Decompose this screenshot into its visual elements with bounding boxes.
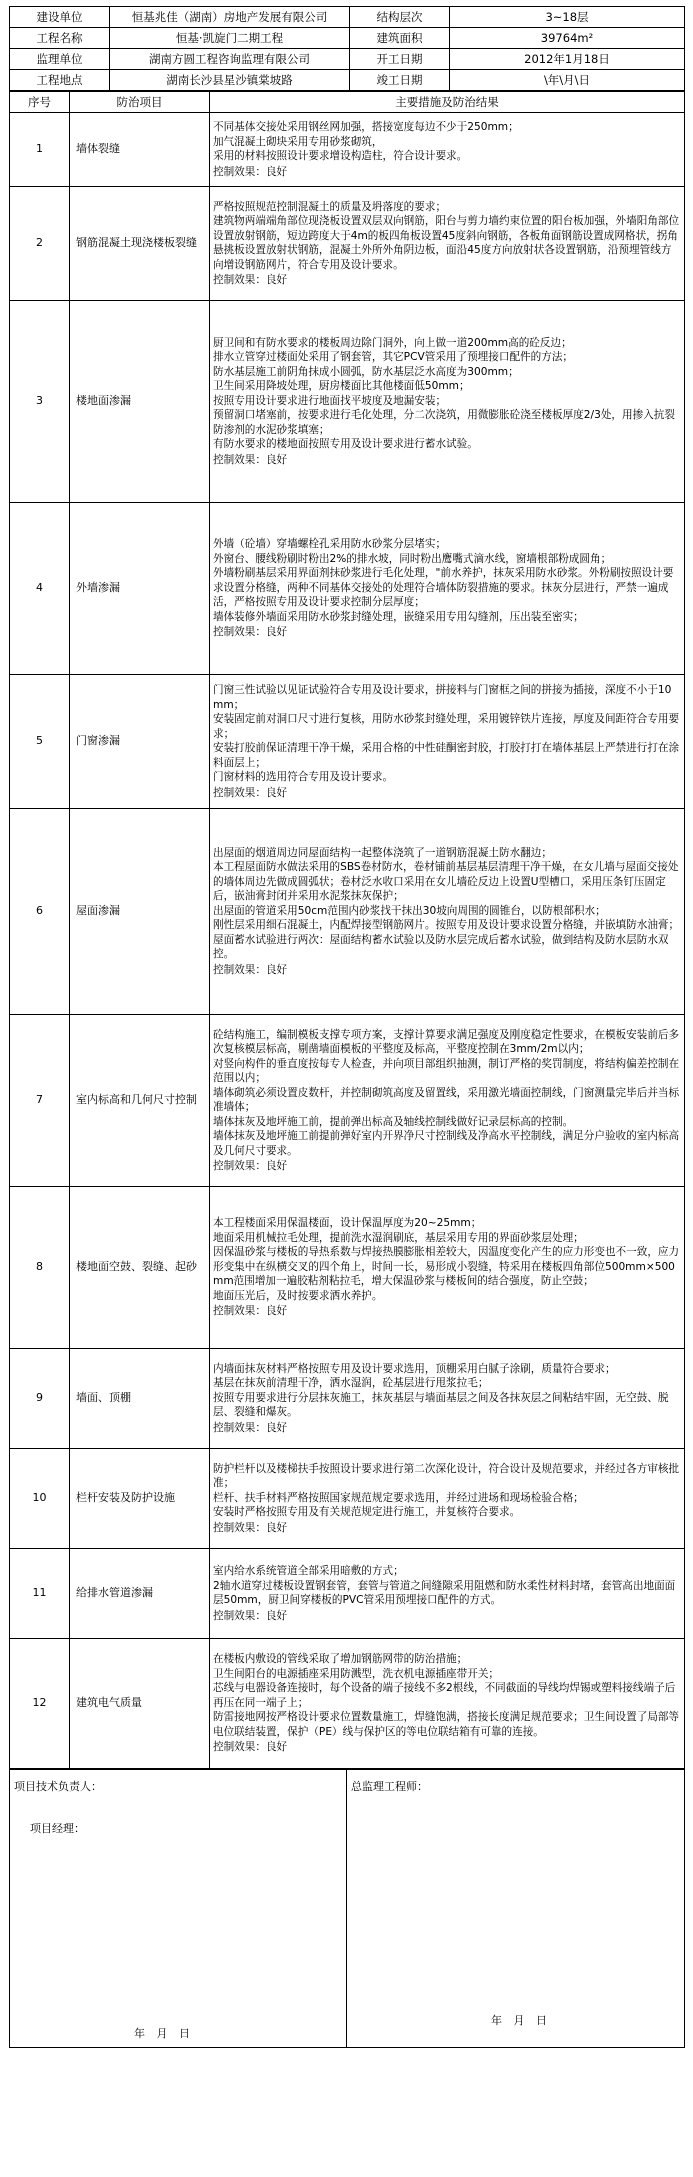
- row-measures: [210, 1639, 685, 1769]
- row-number: 8: [10, 1187, 70, 1349]
- measure-line: 本工程屋面防水做法采用的SBS卷材防水，卷材铺前基层基层清理干净干燥，在女儿墙与屋面交接处的墙体周边先做成圆弧状；卷材泛水收口采用在女儿墙砼反边上设置U型槽口，采用压条钉压固定后，嵌油膏封闭并采用水泥浆抹灰保护；: [213, 861, 679, 903]
- table-row: [10, 1549, 685, 1639]
- measure-line: 安装打胶前保证清理干净干燥，采用合格的中性硅酮密封胶，打胶打打在墙体基层上严禁进行打在涂料面层上；: [213, 742, 680, 769]
- row-item: 给排水管道渗漏: [70, 1549, 210, 1639]
- measure-line: 基层在抹灰前清理干净，洒水湿润，砼基层进行甩浆拉毛；: [213, 1377, 489, 1390]
- row-measures: [210, 1349, 685, 1449]
- row-measures: [210, 675, 685, 809]
- measure-line: 地面采用机械拉毛处理，提前洗水湿润刷底，基层采用专用的界面砂浆层处理；: [213, 1231, 584, 1244]
- control-effect: 控制效果：良好: [213, 1421, 288, 1434]
- measure-line: 墙体抹灰及地坪施工前，提前弹出标高及轴线控制线做好记录层标高的控制。: [213, 1115, 574, 1128]
- measure-line: 卫生间阳台的电源插座采用防溅型，洗衣机电源插座带开关；: [213, 1667, 500, 1680]
- area-label: 建筑面积: [350, 28, 450, 49]
- row-measures: [210, 1015, 685, 1187]
- supervise-label: 监理单位: [10, 49, 110, 70]
- project-value: 恒基·凯旋门二期工程: [110, 28, 350, 49]
- location-label: 工程地点: [10, 70, 110, 91]
- measure-line: 砼结构施工，编制模板支撑专项方案，支撑计算要求满足强度及刚度稳定性要求，在模板安装前后多次复核模层标高，剔凿墙面模板的平整度及标高，平整度控制在3mm/2m以内；: [213, 1028, 680, 1055]
- measure-line: 严格按照规范控制混凝土的质量及坍落度的要求；: [213, 200, 447, 213]
- measure-line: 加气混凝土砌块采用专用砂浆砌筑，: [213, 135, 383, 148]
- row-measures: [210, 113, 685, 187]
- structure-value: 3~18层: [450, 7, 685, 28]
- signature-table: [9, 1769, 685, 2048]
- contractor-date: 年 月 日: [134, 2026, 194, 2040]
- control-effect: 控制效果：良好: [213, 274, 288, 286]
- measure-line: 出屋面的烟道周边同屋面结构一起整体浇筑了一道钢筋混凝土防水翻边；: [213, 846, 552, 859]
- measure-line: 芯线与电器设备连接时，每个设备的端子接线不多2根线，不同截面的导线均焊锡或塑料接线端子后再压在同一端子上；: [213, 1682, 676, 1709]
- contractor-signature-cell: [10, 1770, 347, 2048]
- column-header-seq: 序号: [10, 92, 70, 113]
- row-item: 楼地面渗漏: [70, 301, 210, 503]
- measure-line: 墙体抹灰及地坪施工前提前弹好室内开界净尺寸控制线及净高水平控制线，满足分户验收的室内标高及几何尺寸要求。: [213, 1130, 680, 1157]
- row-item: 墙面、顶棚: [70, 1349, 210, 1449]
- row-item: 墙体裂缝: [70, 113, 210, 187]
- row-item: 钢筋混凝土现浇楼板裂缝: [70, 187, 210, 301]
- start-value: 2012年1月18日: [450, 49, 685, 70]
- row-item: 楼地面空鼓、裂缝、起砂: [70, 1187, 210, 1349]
- build-unit-label: 建设单位: [10, 7, 110, 28]
- supervisor-date: 年 月 日: [491, 2014, 551, 2028]
- row-number: 2: [10, 187, 70, 301]
- chief-supervisor-label: 总监理工程师：: [351, 1780, 428, 1793]
- row-number: 7: [10, 1015, 70, 1187]
- table-row: [10, 503, 685, 675]
- measure-line: 卫生间采用降坡处理，厨房楼面比其他楼面低50mm；: [213, 380, 470, 393]
- control-effect: 控制效果：良好: [213, 1741, 288, 1754]
- measure-line: 门窗材料的选用符合专用及设计要求。: [213, 771, 394, 783]
- measure-line: 墙体砌筑必须设置皮数杆，并控制砌筑高度及留置线，采用激光墙面控制线，门窗测量完毕后并当标准墙体；: [213, 1086, 680, 1113]
- measure-line: 建筑物两端端角部位现浇板设置双层双向钢筋，阳台与剪力墙约束位置的阳台板加强，外墙阳角部位设置放射钢筋，短边跨度大于4m的板四角板设置45度斜向钢筋，各板角面钢筋设置成网格状，拐角悬挑板设置放射状钢筋，混凝土外所外角阴边板，面沿45度方向放射状各设置钢筋，沿预埋管线方向增设钢筋网片，符合专用及设计要求。: [213, 215, 680, 271]
- control-effect: 控制效果：良好: [213, 1609, 288, 1622]
- end-label: 竣工日期: [350, 70, 450, 91]
- column-header-item: 防治项目: [70, 92, 210, 113]
- measure-line: 栏杆、扶手材料严格按照国家规范规定要求选用，并经过进场和现场检验合格；: [213, 1491, 584, 1504]
- structure-label: 结构层次: [350, 7, 450, 28]
- control-effect: 控制效果：良好: [213, 626, 288, 639]
- measure-line: 外墙（砼墙）穿墙螺栓孔采用防水砂浆分层堵实；: [213, 538, 447, 551]
- row-item: 建筑电气质量: [70, 1639, 210, 1769]
- measure-line: 2轴水道穿过楼板设置钢套管，套管与管道之间缝隙采用阻燃和防水柔性材料封堵，套管高出地面面层50mm，厨卫间穿楼板的PVC管采用预埋接口配件的方式。: [213, 1579, 676, 1606]
- control-effect: 控制效果：良好: [213, 1521, 288, 1534]
- measure-line: 安装固定前对洞口尺寸进行复核，用防水砂浆封缝处理，采用镀锌铁片连接，厚度及间距符合专用要求；: [213, 713, 680, 740]
- measure-line: 厨卫间和有防水要求的楼板周边除门洞外，向上做一道200mm高的砼反边；: [213, 336, 572, 349]
- row-number: 10: [10, 1449, 70, 1549]
- measure-line: 墙体装修外墙面采用防水砂浆封缝处理，嵌缝采用专用勾缝剂，压出装至密实；: [213, 610, 584, 623]
- supervisor-signature-cell: [347, 1770, 685, 2048]
- table-row: [10, 1449, 685, 1549]
- measure-line: 出屋面的管道采用50cm范围内砂浆找干抹出30坡向周围的圆锥台，以防根部积水；: [213, 904, 606, 917]
- end-value: \年\月\日: [450, 70, 685, 91]
- table-row: [10, 187, 685, 301]
- row-measures: [210, 1187, 685, 1349]
- manager-label: 项目经理：: [30, 1822, 85, 1836]
- row-number: 12: [10, 1639, 70, 1769]
- start-label: 开工日期: [350, 49, 450, 70]
- measure-line: 外墙粉刷基层采用界面剂抹砂浆进行毛化处理，"前水养护，抹灰采用防水砂浆。外粉刷按照设计要求设置分格缝，两种不同基体交接处的处理符合墙体防裂措施的要求。抹灰分层进行，严禁一遍成活，严格按照专用及设计要求控制分层厚度；: [213, 567, 674, 609]
- row-number: 3: [10, 301, 70, 503]
- row-measures: [210, 187, 685, 301]
- measure-line: 按照专用要求进行分层抹灰施工，抹灰基层与墙面基层之间及各抹灰层之间粘结牢固，无空鼓、脱层、裂缝和爆灰。: [213, 1391, 669, 1419]
- control-effect: 控制效果：良好: [213, 786, 288, 799]
- row-number: 11: [10, 1549, 70, 1639]
- measure-line: 按照专用设计要求进行地面找平坡度及地漏安装；: [213, 394, 447, 407]
- row-number: 5: [10, 675, 70, 809]
- row-item: 门窗渗漏: [70, 675, 210, 809]
- measure-line: 防水基层施工前阴角抹成小圆弧，防水基层泛水高度为300mm；: [213, 365, 519, 378]
- control-effect: 控制效果：良好: [213, 1160, 288, 1172]
- measure-line: 采用的材料按照设计要求增设构造柱，符合设计要求。: [213, 150, 468, 162]
- measure-line: 室内给水系统管道全部采用暗敷的方式；: [213, 1565, 404, 1577]
- row-item: 屋面渗漏: [70, 809, 210, 1015]
- measure-line: 安装时严格按照专用及有关规范规定进行施工，并复核符合要求。: [213, 1506, 521, 1519]
- measure-line: 防雷接地网按严格设计要求位置数量施工，焊缝饱满，搭接长度满足规范要求；卫生间设置了局部等电位联结装置，保护（PE）线与保护区的等电位联结箱有可靠的连接。: [213, 1711, 680, 1738]
- measure-line: 地面压光后，及时按要求洒水养护。: [213, 1289, 383, 1302]
- measure-line: 在楼板内敷设的管线采取了增加钢筋网带的防治措施；: [213, 1653, 468, 1666]
- quality-control-form: [9, 0, 684, 2048]
- row-number: 1: [10, 113, 70, 187]
- row-measures: [210, 503, 685, 675]
- measure-line: 排水立管穿过楼面处采用了钢套管，其它PCV管采用了预埋接口配件的方法；: [213, 351, 574, 364]
- project-label: 工程名称: [10, 28, 110, 49]
- row-measures: [210, 301, 685, 503]
- measure-line: 有防水要求的楼地面按照专用及设计要求进行蓄水试验。: [213, 438, 478, 451]
- measure-line: 防护栏杆以及楼梯扶手按照设计要求进行第二次深化设计，符合设计及规范要求，并经过各方审核批准；: [213, 1462, 680, 1490]
- measure-line: 对竖向构件的垂直度按每专人检查，并向项目部组织抽测，制订严格的奖罚制度，将结构偏差控制在范围以内；: [213, 1057, 680, 1084]
- control-effect: 控制效果：良好: [213, 1305, 288, 1318]
- row-number: 4: [10, 503, 70, 675]
- measures-table: [9, 91, 685, 1769]
- header-table: [9, 6, 685, 91]
- table-row: [10, 113, 685, 187]
- tech-lead-label: 项目技术负责人：: [14, 1780, 102, 1793]
- measure-line: 预留洞口堵塞前，按要求进行毛化处理，分二次浇筑，用微膨胀砼浇至楼板厚度2/3处，用掺入抗裂防渗剂的水泥砂浆填塞；: [213, 409, 675, 436]
- row-measures: [210, 1549, 685, 1639]
- measure-line: 内墙面抹灰材料严格按照专用及设计要求选用，顶棚采用白腻子涂刷，质量符合要求；: [213, 1362, 616, 1375]
- table-row: [10, 1015, 685, 1187]
- row-measures: [210, 809, 685, 1015]
- table-row: [10, 675, 685, 809]
- measures-rows: [10, 113, 685, 1769]
- column-header-measures: 主要措施及防治结果: [210, 92, 685, 113]
- measure-line: 屋面蓄水试验进行两次：屋面结构蓄水试验以及防水层完成后蓄水试验，做到结构及防水层防水双控。: [213, 933, 669, 961]
- row-number: 6: [10, 809, 70, 1015]
- table-row: [10, 1349, 685, 1449]
- measure-line: 门窗三性试验以见证试验符合专用及设计要求，拼接料与门窗框之间的拼接为插接，深度不小于10mm；: [213, 684, 672, 711]
- measure-line: 不同基体交接处采用钢丝网加强，搭接宽度每边不少于250mm；: [213, 121, 519, 133]
- measure-line: 刚性层采用细石混凝土，内配焊接型钢筋网片。按照专用及设计要求设置分格缝，并嵌填防水油膏；: [213, 919, 680, 932]
- area-value: 39764m²: [450, 28, 685, 49]
- row-item: 外墙渗漏: [70, 503, 210, 675]
- location-value: 湖南长沙县星沙镇棠坡路: [110, 70, 350, 91]
- row-item: 室内标高和几何尺寸控制: [70, 1015, 210, 1187]
- table-row: [10, 809, 685, 1015]
- control-effect: 控制效果：良好: [213, 165, 288, 178]
- supervise-value: 湖南方圆工程咨询监理有限公司: [110, 49, 350, 70]
- row-item: 栏杆安装及防护设施: [70, 1449, 210, 1549]
- table-row: [10, 1187, 685, 1349]
- control-effect: 控制效果：良好: [213, 453, 288, 466]
- measure-line: 外窗台、腰线粉刷时粉出2%的排水坡，同时粉出鹰嘴式滴水线，窗墙根部粉成圆角；: [213, 552, 612, 565]
- control-effect: 控制效果：良好: [213, 963, 288, 976]
- row-measures: [210, 1449, 685, 1549]
- measure-line: 因保温砂浆与楼板的导热系数与焊接热膜膨胀相差较大，因温度变化产生的应力形变也不一致，应力形变集中在纵横交叉的四个角上，时间一长，易形成小裂缝，特采用在楼板四角部位500mm×500mm范围增加一遍胶粘剂粘拉毛，增大保温砂浆与楼板间的结合强度，防止空鼓；: [213, 1246, 680, 1288]
- row-number: 9: [10, 1349, 70, 1449]
- table-row: [10, 301, 685, 503]
- table-row: [10, 1639, 685, 1769]
- build-unit-value: 恒基兆佳（湖南）房地产发展有限公司: [110, 7, 350, 28]
- measure-line: 本工程楼面采用保温楼面，设计保温厚度为20~25mm；: [213, 1217, 482, 1230]
